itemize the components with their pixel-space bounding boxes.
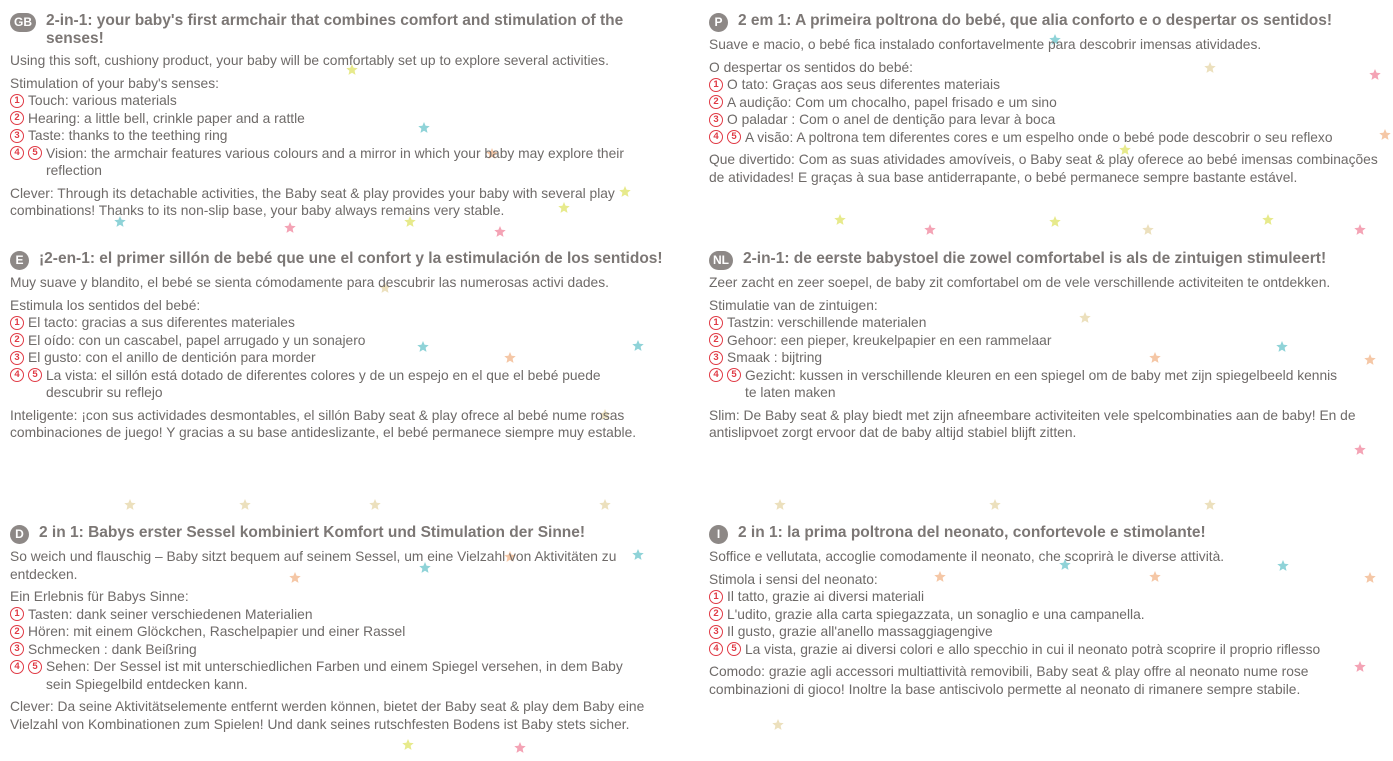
circled-number-icon: 5 [28,368,42,382]
circled-number-icon: 1 [709,78,723,92]
sense-item-text: El gusto: con el anillo de dentición para morder [28,350,316,365]
sense-item-text: El tacto: gracias a sus diferentes materiales [28,315,295,330]
senses-heading: Stimulatie van de zintuigen: [709,297,878,313]
section-english [10,12,680,220]
sense-item [10,127,680,145]
senses-heading: Stimulation of your baby's senses: [10,75,219,91]
star-icon [494,226,505,237]
senses-list [709,314,1384,402]
sense-item [709,623,1384,641]
section-title: ¡2-en-1: el primer sillón de bebé que une el confort y la estimulación de los sentidos! [39,250,663,267]
sense-item [10,367,680,402]
sense-item-text: L'udito, grazie alla carta spiegazzata, un sonaglio e una campanella. [727,606,1145,622]
circled-number-icon: 4 [10,368,24,382]
language-badge-e: E [10,251,29,270]
circled-number-icon: 2 [10,333,24,347]
circled-number-icon: 3 [709,351,723,365]
sense-item [709,349,1384,367]
star-icon [369,499,380,510]
senses-heading: Estimula los sentidos del bebé: [10,297,201,313]
number-markers [709,623,727,639]
sense-item [709,314,1384,332]
sense-item [709,588,1384,606]
sense-item-text: O paladar : Com o anel de dentição para levar à boca [727,112,1056,127]
language-badge-d: D [10,525,29,544]
circled-number-icon: 1 [709,316,723,330]
circled-number-icon: 4 [709,130,723,144]
circled-number-icon: 2 [709,95,723,109]
circled-number-icon: 4 [10,146,24,160]
senses-heading: Ein Erlebnis für Babys Sinne: [10,589,189,604]
circled-number-icon: 5 [727,642,741,656]
star-icon [774,499,785,510]
senses-heading: Stimola i sensi del neonato: [709,571,878,587]
number-markers [10,641,28,657]
number-markers [10,658,46,674]
sense-item [10,332,680,350]
sense-item [10,349,680,367]
number-markers [709,314,727,330]
sense-item-text: O tato: Graças aos seus diferentes materiais [727,77,1000,92]
star-icon [989,499,1000,510]
circled-number-icon: 1 [10,316,24,330]
circled-number-icon: 5 [28,146,42,160]
number-markers [709,111,727,127]
intro-text: Soffice e vellutata, accoglie comodamente il neonato, che scoprirà le diverse attività. [709,549,1225,564]
language-badge-gb: GB [10,13,36,32]
sense-item [709,606,1384,624]
circled-number-icon: 2 [709,333,723,347]
circled-number-icon: 2 [10,111,24,125]
star-icon [1049,216,1060,227]
sense-item-text: Hearing: a little bell, crinkle paper and a rattle [28,110,305,126]
sense-item-text: A visão: A poltrona tem diferentes cores e um espelho onde o bebé pode descobrir o seu reflexo [745,129,1333,145]
sense-item-text: La vista, grazie ai diversi colori e allo specchio in cui il neonato potrà scoprire il proprio riflesso [745,641,1321,657]
number-markers [10,92,28,108]
number-markers [10,367,46,383]
sense-item-text: Schmecken : dank Beißring [28,641,197,657]
circled-number-icon: 3 [10,129,24,143]
sense-item-text: Gezicht: kussen in verschillende kleuren en een spiegel om de baby met zijn spiegelbeeld kennis te laten maken [745,367,1338,400]
sense-item-text: Touch: various materials [28,93,177,108]
circled-number-icon: 2 [10,625,24,639]
star-icon [514,742,525,753]
closing-text: Inteligente: ¡con sus actividades desmontables, el sillón Baby seat & play ofrece al bebé nume rosas combinaciones de juego! Y gracias a su base antideslizante, el bebé permanece siempre muy estable. [10,407,637,440]
closing-text: Comodo: grazie agli accessori multiattività removibili, Baby seat & play offre al neonato nume rose combinazioni di gioco! Inoltre la base antiscivolo permette al neonato di rimanere sempre stabile. [709,664,1309,697]
number-markers [709,349,727,365]
senses-heading: O despertar os sentidos do bebé: [709,59,914,75]
language-badge-p: P [709,13,728,32]
circled-number-icon: 5 [28,660,42,674]
sense-item [10,658,680,693]
number-markers [10,332,28,348]
star-icon [239,499,250,510]
circled-number-icon: 3 [709,625,723,639]
sense-item-text: Il gusto, grazie all'anello massaggiagengive [727,624,993,639]
circled-number-icon: 5 [727,130,741,144]
sense-item-text: Vision: the armchair features various colours and a mirror in which your baby may explore their reflection [46,145,624,178]
senses-list [10,92,680,180]
star-icon [402,739,413,750]
star-icon [1204,499,1215,510]
star-icon [599,499,610,510]
sense-item-text: Sehen: Der Sessel ist mit unterschiedlichen Farben und einem Spiegel versehen, in dem Baby sein Spiegelbild entdecken kann. [46,659,623,692]
sense-item [709,111,1384,129]
number-markers [10,110,28,126]
sense-item [10,110,680,128]
number-markers [10,349,28,365]
sense-item-text: Il tatto, grazie ai diversi materiali [727,589,925,604]
number-markers [10,606,28,622]
star-icon [1142,224,1153,235]
number-markers [709,588,727,604]
section-title: 2-in-1: your baby's first armchair that combines comfort and stimulation of the senses! [46,12,624,47]
closing-text: Que divertido: Com as suas atividades amovíveis, o Baby seat & play oferece ao bebé imensas combinações de atividades! E graças à sua base antiderrapante, o bebé permanece sempre bastante estável. [709,152,1378,185]
star-icon [1354,444,1365,455]
intro-text: Zeer zacht en zeer soepel, de baby zit comfortabel om de vele verschillende activiteiten te ontdekken. [709,275,1331,290]
number-markers [10,314,28,330]
section-title: 2 em 1: A primeira poltrona do bebé, que alia conforto e o despertar os sentidos! [738,12,1332,29]
sense-item-text: Tasten: dank seiner verschiedenen Materialien [28,606,313,622]
sense-item [709,94,1384,112]
section-spanish [10,250,680,442]
section-portuguese [709,12,1384,186]
circled-number-icon: 3 [709,113,723,127]
senses-list [10,314,680,402]
sense-item-text: Smaak : bijtring [727,350,823,365]
senses-list [709,588,1384,658]
sense-item-text: Tastzin: verschillende materialen [727,315,927,330]
number-markers [10,623,28,639]
senses-list [709,76,1384,146]
sense-item [709,76,1384,94]
section-title: 2-in-1: de eerste babystoel die zowel comfortabel is als de zintuigen stimuleert! [743,250,1327,267]
sense-item [709,367,1384,402]
language-badge-nl: NL [709,251,733,270]
sense-item-text: El oído: con un cascabel, papel arrugado y un sonajero [28,332,366,348]
section-title: 2 in 1: Babys erster Sessel kombiniert Komfort und Stimulation der Sinne! [39,524,586,541]
number-markers [709,332,727,348]
star-icon [1354,224,1365,235]
senses-list [10,606,680,694]
number-markers [709,367,745,383]
sense-item-text: A audição: Com um chocalho, papel frisado e um sino [727,94,1057,110]
sense-item-text: Taste: thanks to the teething ring [28,128,228,143]
circled-number-icon: 1 [10,94,24,108]
sense-item-text: Hören: mit einem Glöckchen, Raschelpapier und einer Rassel [28,624,406,639]
star-icon [924,224,935,235]
star-icon [1262,214,1273,225]
closing-text: Slim: De Baby seat & play biedt met zijn afneembare activiteiten vele spelcombinaties aan de baby! En de antislipvoet zorgt ervoor dat de baby altijd stabiel blijft zitten. [709,407,1356,440]
sense-item [10,623,680,641]
intro-text: Using this soft, cushiony product, your baby will be comfortably set up to explore several activities. [10,53,609,68]
intro-text: So weich und flauschig – Baby sitzt bequem auf seinem Sessel, um eine Vielzahl von Aktivitäten zu entdecken. [10,549,617,582]
circled-number-icon: 3 [10,642,24,656]
circled-number-icon: 1 [10,607,24,621]
sense-item [709,332,1384,350]
sense-item [709,641,1384,659]
intro-text: Suave e macio, o bebé fica instalado confortavelmente para descobrir imensas atividades. [709,37,1262,52]
circled-number-icon: 1 [709,590,723,604]
number-markers [709,76,727,92]
number-markers [709,129,745,145]
sense-item-text: Gehoor: een pieper, kreukelpapier en een rammelaar [727,332,1052,348]
star-icon [772,719,783,730]
sense-item-text: La vista: el sillón está dotado de diferentes colores y de un espejo en el que el bebé puede descubrir su reflejo [46,367,601,400]
circled-number-icon: 3 [10,351,24,365]
number-markers [709,641,745,657]
sense-item [10,145,680,180]
number-markers [10,145,46,161]
star-icon [124,499,135,510]
star-icon [834,214,845,225]
circled-number-icon: 4 [709,642,723,656]
circled-number-icon: 4 [709,368,723,382]
sense-item [10,92,680,110]
sense-item [10,641,680,659]
number-markers [709,606,727,622]
number-markers [709,94,727,110]
sense-item [709,129,1384,147]
circled-number-icon: 2 [709,607,723,621]
circled-number-icon: 5 [727,368,741,382]
section-dutch [709,250,1384,442]
intro-text: Muy suave y blandito, el bebé se sienta cómodamente para descubrir las numerosas activi dades. [10,275,609,290]
section-italian [709,524,1384,698]
section-title: 2 in 1: la prima poltrona del neonato, confortevole e stimolante! [738,524,1206,541]
sense-item [10,314,680,332]
circled-number-icon: 4 [10,660,24,674]
language-badge-i: I [709,525,728,544]
sense-item [10,606,680,624]
section-german [10,524,680,733]
closing-text: Clever: Da seine Aktivitätselemente entfernt werden können, bietet der Baby seat & play dem Baby eine Vielzahl von Kombinationen zum Spielen! Und dank seines rutschfesten Bodens ist Baby stets sicher. [10,699,645,732]
number-markers [10,127,28,143]
closing-text: Clever: Through its detachable activities, the Baby seat & play provides your baby with several play combinations! Thanks to its non-slip base, your baby always remains very stable. [10,185,615,218]
star-icon [284,222,295,233]
